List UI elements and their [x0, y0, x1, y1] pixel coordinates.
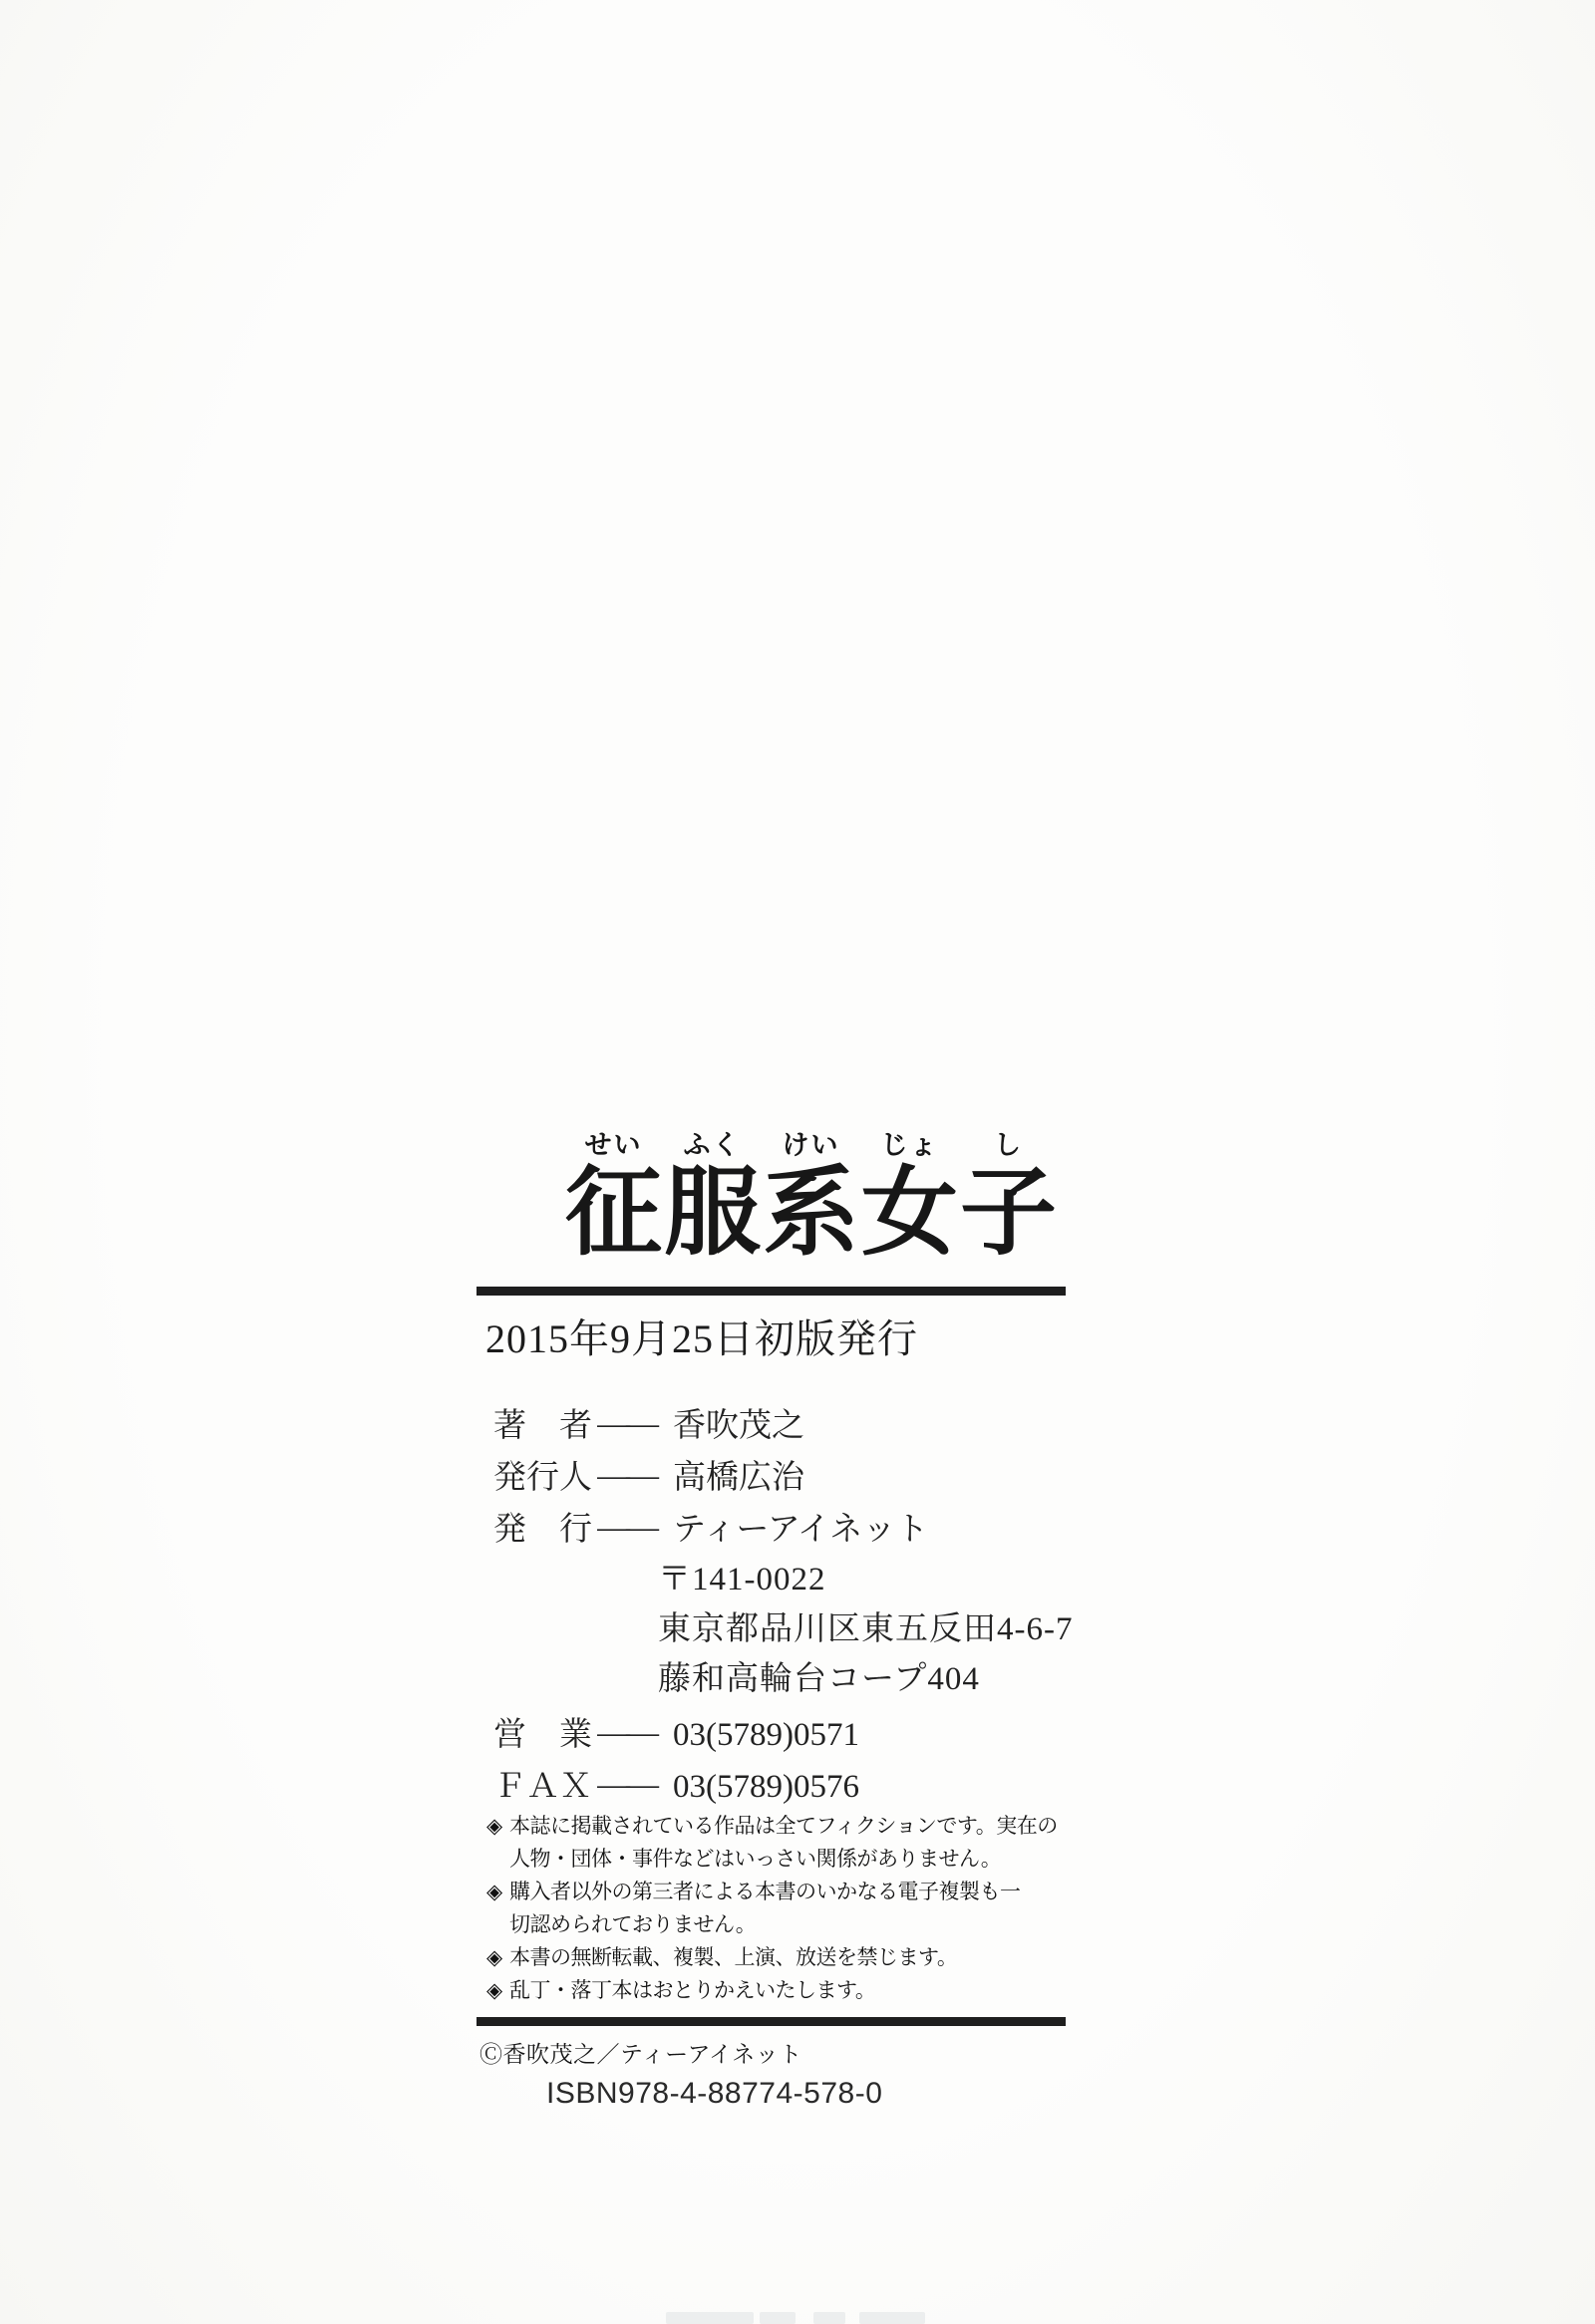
credit-imprint-row: [493, 1503, 928, 1550]
credit-label: 著 者: [493, 1408, 592, 1444]
notice-text: 本書の無断転載、複製、上演、放送を禁じます。: [509, 1946, 958, 1969]
leader-dash: ――: [597, 1510, 655, 1546]
credit-value: ティーアイネット: [673, 1512, 929, 1548]
leader-dash: ――: [597, 1767, 655, 1803]
scan-artifact: [813, 2312, 845, 2324]
title-char: 子: [960, 1160, 1057, 1267]
scan-artifact: [859, 2312, 925, 2324]
title-divider-rule: [477, 1287, 1066, 1296]
furigana-char: せい: [584, 1130, 643, 1160]
title-char: 系: [763, 1160, 859, 1267]
notice-text: 乱丁・落丁本はおとりかえいたします。: [509, 1979, 876, 2002]
credit-publisher-row: [493, 1451, 804, 1498]
edition-date: 2015年9月25日初版発行: [485, 1316, 918, 1361]
diamond-bullet-icon: ◈: [486, 1815, 502, 1838]
furigana-char: けい: [782, 1130, 840, 1160]
credit-value: 高橋広治: [673, 1460, 804, 1496]
credit-value: 香吹茂之: [673, 1408, 804, 1444]
notice-line: [486, 1876, 1085, 1908]
publisher-address: [658, 1555, 1073, 1704]
notice-text: 購入者以外の第三者による本書のいかなる電子複製も一: [509, 1881, 1021, 1903]
address-line1: 東京都品川区東五反田4-6-7: [658, 1611, 1074, 1647]
contact-phone: 03(5789)0576: [673, 1769, 859, 1805]
notice-line: [486, 1810, 1085, 1843]
diamond-bullet-icon: ◈: [486, 1881, 502, 1903]
notice-text: 本誌に掲載されている作品は全てフィクションです。実在の: [509, 1815, 1058, 1838]
scan-artifact: [760, 2312, 796, 2324]
postal-code: 〒141-0022: [658, 1562, 826, 1598]
title-char: 女: [861, 1160, 958, 1267]
contact-sales-row: [493, 1708, 859, 1755]
notice-line: [486, 1941, 1085, 1974]
leader-dash: ――: [597, 1458, 655, 1494]
notice-line: [486, 1974, 1085, 2007]
furigana-char: し: [994, 1130, 1023, 1160]
scan-artifact: [666, 2312, 754, 2324]
furigana-char: ふく: [683, 1130, 742, 1160]
credit-label: 発行人: [493, 1460, 592, 1496]
contact-label: ＦＡＸ: [493, 1769, 592, 1805]
copyright-line: Ⓒ香吹茂之／ティーアイネット: [479, 2041, 802, 2067]
isbn-number: ISBN978-4-88774-578-0: [546, 2077, 883, 2110]
notice-text: 切認められておりません。: [509, 1913, 757, 1936]
credit-label: 発 行: [493, 1512, 592, 1548]
leader-dash: ――: [597, 1406, 655, 1442]
address-line2: 藤和高輪台コープ404: [658, 1661, 980, 1697]
title-furigana: [564, 1132, 1060, 1159]
notice-text: 人物・団体・事件などはいっさい関係がありません。: [509, 1848, 1002, 1871]
contact-label: 営 業: [493, 1717, 592, 1753]
notice-line: [486, 1843, 1085, 1876]
legal-notices: [486, 1810, 1085, 2007]
title-char: 征: [565, 1160, 662, 1267]
title-char: 服: [664, 1160, 761, 1267]
book-title-block: [564, 1130, 1063, 1267]
leader-dash: ――: [597, 1715, 655, 1751]
book-title: [564, 1160, 1060, 1267]
diamond-bullet-icon: ◈: [486, 1946, 502, 1969]
furigana-char: じょ: [880, 1130, 939, 1160]
contact-phone: 03(5789)0571: [673, 1717, 859, 1753]
contact-fax-row: [493, 1760, 859, 1807]
notice-line: [486, 1908, 1085, 1941]
footer-divider-rule: [477, 2017, 1066, 2026]
diamond-bullet-icon: ◈: [486, 1979, 502, 2002]
credit-author-row: [493, 1399, 804, 1446]
